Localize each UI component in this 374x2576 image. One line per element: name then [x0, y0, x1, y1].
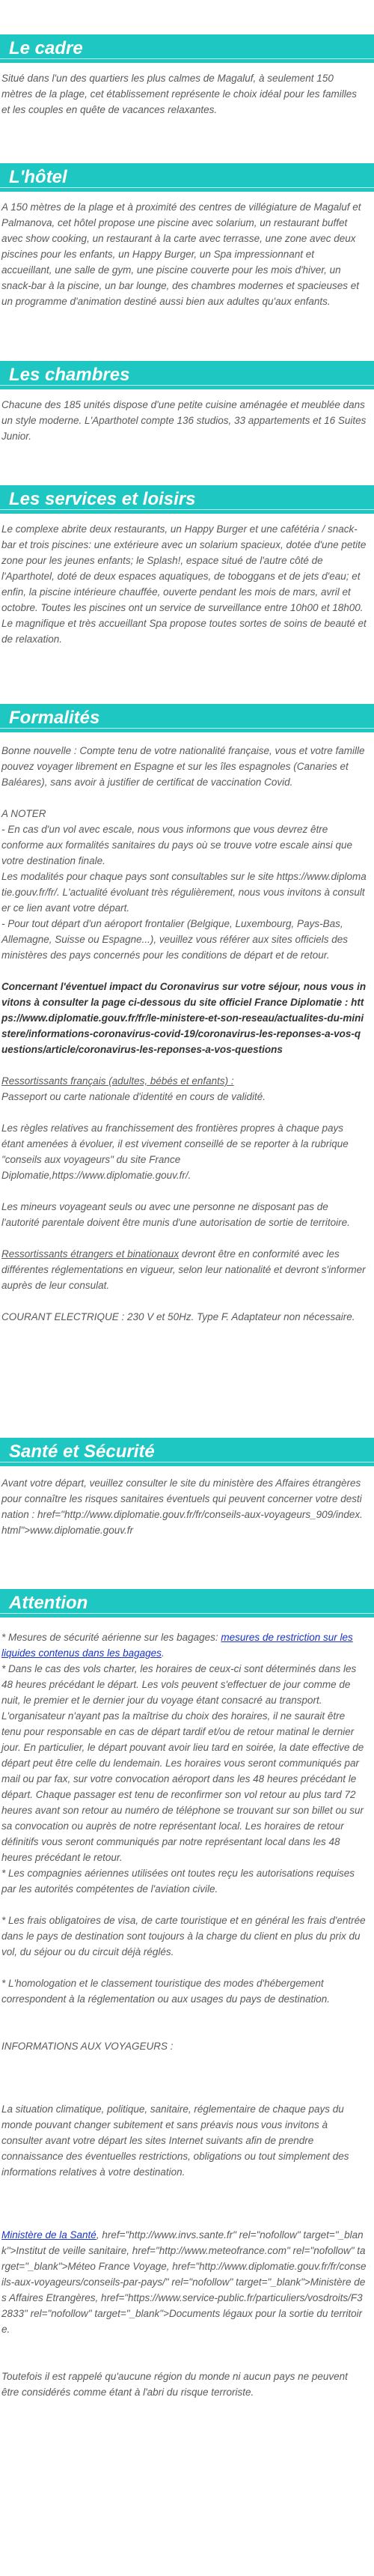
heading-text: Les services et loisirs [9, 489, 196, 509]
heading-text: Le cadre [9, 38, 83, 58]
section-chambres [0, 361, 374, 444]
note-2: Les modalités pour chaque pays sont consultables sur le site https://www.diplomatie.gouv.fr/fr/. L'actualité évoluant très régulièrement, nous vous invitons à consulter ce lien avant votre départ. [1, 871, 367, 914]
foreign-heading: Ressortissants étrangers et binationaux [1, 1248, 180, 1260]
section-sante [0, 1438, 374, 1538]
final-text: Toutefois il est rappelé qu'aucune région du monde ni aucun pays ne peuvent être considérés comme étant à l'abri du risque terroriste. [1, 2371, 348, 2398]
section-cadre [0, 34, 374, 118]
section-heading-hotel [0, 163, 374, 192]
sante-ministry-link[interactable]: Ministère de la Santé [1, 2229, 96, 2241]
p1-suffix: . [161, 1647, 165, 1659]
note-title: A NOTER [1, 808, 46, 819]
heading-text: Attention [9, 1593, 88, 1613]
section-attention [0, 1589, 374, 2400]
heading-text: Les chambres [9, 365, 130, 385]
chambres-text: Chacune des 185 unités dispose d'une petite cuisine aménagée et meublée dans un style moderne. L'Aparthotel compte 136 studios, 33 appartements et 16 Suites Junior. [1, 399, 367, 442]
heading-text: Santé et Sécurité [9, 1442, 155, 1462]
hotel-text: A 150 mètres de la plage et à proximité des centres de villégiature de Magaluf et Palmanova, cet hôtel propose une piscine avec solarium, un restaurant buffet avec show cooking, un restaurant à la carte avec terrasse, une zone avec deux piscines pour les enfants, un Happy Burger, un Spa impressionnant et accueillant, une salle de gym, une piscine couverte pour les mois d'hiver, un snack-bar à la piscine, un bar lounge, des chambres modernes et spacieuses et un programme d'animation destiné aussi bien aux adultes qu'aux enfants. [1, 201, 361, 307]
attention-p3: * Les compagnies aériennes utilisées ont toutes reçu les autorisations requises par les autorités compétentes de l'aviation civile. [1, 1868, 355, 1895]
info-title: INFORMATIONS AUX VOYAGEURS : [1, 2041, 174, 2052]
heading-text: Formalités [9, 708, 100, 728]
p1-prefix: * Mesures de sécurité aérienne sur les bagages: [1, 1632, 221, 1643]
formalites-intro: Bonne nouvelle : Compte tenu de votre nationalité française, vous et votre famille pouvez voyager librement en Espagne et sur les îles espagnoles (Canaries et Baléares), sans avoir à justifier de certificat de vaccination Covid. [1, 745, 365, 788]
sante-text: Avant votre départ, veuillez consulter le site du ministère des Affaires étrangères pour connaître les risques sanitaires éventuels qui peuvent concerner votre destination : href="http://www.diplomatie.gouv.fr/fr/conseils-aux-voyageurs_909/index.html">www.diplomatie.gouv.fr [1, 1477, 363, 1536]
rules-text: Les règles relatives au franchissement des frontières propres à chaque pays étant amenées à évoluer, il est vivement conseillé de se reporter à la rubrique "conseils aux voyageurs" du site France Diplomatie,https://www.diplomatie.gouv.fr/. [1, 1123, 349, 1181]
links-text [1, 2227, 367, 2337]
foreign-body: devront être en conformité avec les différentes réglementations en vigueur, selon leur nationalité et devront s'informer auprès de leur consulat. [1, 1248, 366, 1291]
foreign-text [1, 1246, 367, 1293]
liquids-restriction-link[interactable]: mesures de restriction sur les liquides contenus dans les bagages [1, 1632, 353, 1659]
section-heading-sante [0, 1438, 374, 1466]
info-text: La situation climatique, politique, sanitaire, réglementaire de chaque pays du monde pouvant changer subitement et sans préavis nous vous invitons à consulter avant votre départ les sites Internet suivants afin de prendre connaissance des éventuelles restrictions, obligations ou tout simplement des informations relatives à votre destination. [1, 2103, 349, 2178]
cadre-text: Situé dans l'un des quartiers les plus calmes de Magaluf, à seulement 150 mètres de la plage, cet établissement représente le choix idéal pour les familles et les couples en quête de vacances relaxantes. [1, 73, 357, 115]
heading-text: L'hôtel [9, 167, 67, 187]
attention-p2: * Dans le cas des vols charter, les horaires de ceux-ci sont déterminés dans les 48 heures précédant le départ. Les vols peuvent s'effectuer de jour comme de nuit, le premier et le dernier jour du voyage étant consacré au transport. L'organisateur n'ayant pas la maîtrise du choix des horaires, il ne saurait être tenu pour responsable en cas de départ tardif et/ou de retour matinal le dernier jour. En particulier, le départ pouvant avoir lieu tard en soirée, la date effective de départ peut être celle du lendemain. Les horaires vous seront communiqués par mail ou par fax, sur votre convocation aéroport dans les 48 heures précédant le départ. Chaque passager est tenu de reconfirmer son vol retour au plus tard 72 heures avant son retour au numéro de téléphone se trouvant sur son billet ou sur sa convocation ou auprès de notre représentant local. Les horaires de retour définitifs vous seront communiqués par notre représentant local dans les 48 heures précédant le retour. [1, 1663, 364, 1863]
services-text: Le complexe abrite deux restaurants, un Happy Burger et une cafétéria / snack-bar et trois piscines: une extérieure avec un solarium spacieux, dotée d'une petite zone pour les jeunes enfants; le Splash!, espace situé de l'autre côté de l'Aparthotel, doté de deux espaces aquatiques, de toboggans et de jets d'eau; et enfin, la piscine intérieure chauffée, ouverte pendant les mois de mars, avril et octobre. Toutes les piscines ont un service de surveillance entre 10h00 et 18h00. Le magnifique et très accueillant Spa propose toutes sortes de soins de beauté et de relaxation. [1, 523, 367, 645]
minors-text: Les mineurs voyageant seuls ou avec une personne ne disposant pas de l'autorité parentale doivent être munis d'une autorisation de sortie de territoire. [1, 1201, 350, 1228]
fr-text: Passeport ou carte nationale d'identité en cours de validité. [1, 1091, 266, 1102]
electric-text: COURANT ELECTRIQUE : 230 V et 50Hz. Type F. Adaptateur non nécessaire. [1, 1311, 355, 1322]
section-formalites [0, 704, 374, 1325]
covid-notice: Concernant l'éventuel impact du Coronavirus sur votre séjour, nous vous invitons à consulter la page ci-dessous du site officiel France Diplomatie : https://www.diplomatie.gouv.fr/fr/le-ministere-et-son-reseau/actualites-du-ministere/informations-coronavirus-covid-19/coronavirus-les-reponses-a-vos-questions/article/coronavirus-les-reponses-a-vos-questions [1, 981, 367, 1055]
section-services [0, 485, 374, 647]
fr-heading: Ressortissants français (adultes, bébés et enfants) : [1, 1075, 234, 1087]
section-heading-attention [0, 1589, 374, 1617]
attention-p4: * Les frais obligatoires de visa, de carte touristique et en général les frais d'entrée dans le pays de destination sont toujours à la charge du client en plus du prix du vol, du séjour ou du circuit déjà réglés. [1, 1915, 366, 1957]
section-heading-formalites [0, 704, 374, 732]
attention-p1 [1, 1629, 367, 1661]
note-1: - En cas d'un vol avec escale, nous vous informons que vous devrez être conforme aux formalités sanitaires du pays où se trouve votre escale ainsi que votre destination finale. [1, 824, 352, 866]
attention-p5: * L'homologation et le classement touristique des modes d'hébergement correspondent à la réglementation ou aux usages du pays de destination. [1, 1978, 331, 2005]
section-heading-chambres [0, 361, 374, 389]
section-hotel [0, 163, 374, 309]
section-heading-cadre [0, 34, 374, 63]
links-body: , href="http://www.invs.sante.fr" rel="nofollow" target="_blank">Institut de veille sanitaire, href="http://www.meteofrance.com" rel="nofollow" target="_blank">Méteo France Voyage, href="http://www.diplomatie.gouv.fr/fr/conseils-aux-voyageurs/conseils-par-pays/" rel="nofollow" target="_blank">Ministère des Affaires Etrangères, href="https://www.service-public.fr/particuliers/vosdroits/F32833" rel="nofollow" target="_blank">Documents légaux pour la sortie du territoire. [1, 2229, 367, 2335]
note-3: - Pour tout départ d'un aéroport frontalier (Belgique, Luxembourg, Pays-Bas, Allemagne, Suisse ou Espagne...), veuillez vous référer aux sites officiels des ministères des pays concernés pour les conditions de départ et de retour. [1, 918, 348, 961]
section-heading-services [0, 485, 374, 514]
